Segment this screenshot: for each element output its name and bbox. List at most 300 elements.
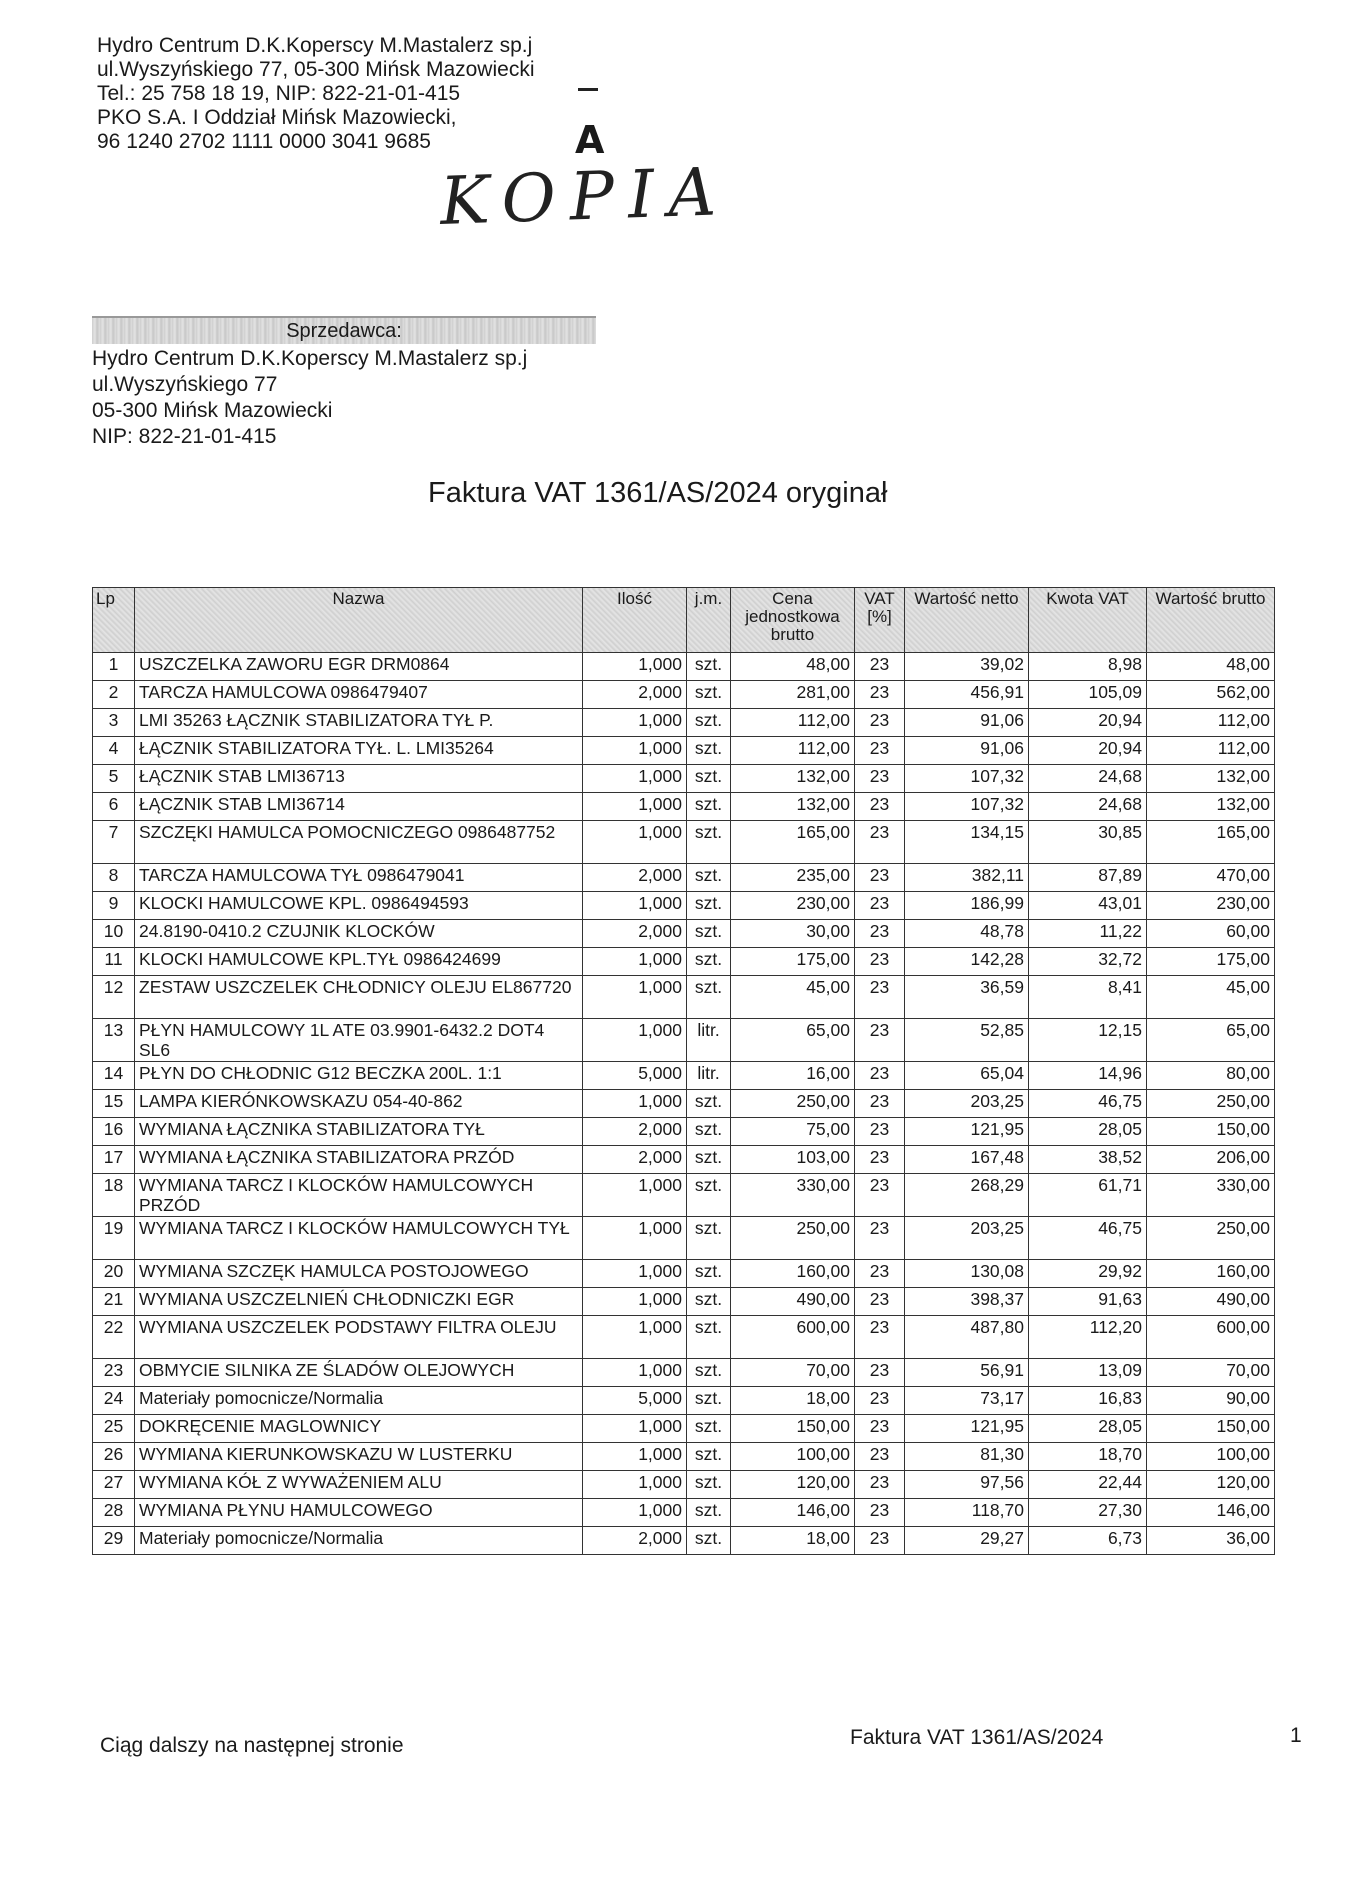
row-lp: 20: [93, 1260, 135, 1288]
row-vat-amount: 46,75: [1029, 1090, 1147, 1118]
row-unit: szt.: [687, 1527, 731, 1555]
row-vat-amount: 24,68: [1029, 793, 1147, 821]
row-price: 16,00: [731, 1062, 855, 1090]
row-price: 235,00: [731, 864, 855, 892]
row-lp: 23: [93, 1359, 135, 1387]
row-gross: 160,00: [1147, 1260, 1275, 1288]
row-price: 45,00: [731, 976, 855, 1019]
row-gross: 100,00: [1147, 1443, 1275, 1471]
col-gross: Wartość brutto: [1147, 588, 1275, 653]
row-vat: 23: [855, 1260, 905, 1288]
row-gross: 120,00: [1147, 1471, 1275, 1499]
row-lp: 4: [93, 737, 135, 765]
row-vat-amount: 16,83: [1029, 1387, 1147, 1415]
table-row: [93, 1288, 1275, 1316]
row-vat-amount: 11,22: [1029, 920, 1147, 948]
row-net: 36,59: [905, 976, 1029, 1019]
row-name: LAMPA KIERÓNKOWSKAZU 054-40-862: [135, 1090, 583, 1118]
issuer-header: [97, 34, 534, 154]
invoice-title: Faktura VAT 1361/AS/2024 oryginał: [428, 477, 888, 509]
row-unit: szt.: [687, 1387, 731, 1415]
row-net: 97,56: [905, 1471, 1029, 1499]
row-vat-amount: 28,05: [1029, 1118, 1147, 1146]
row-name: Materiały pomocnicze/Normalia: [135, 1527, 583, 1555]
row-qty: 1,000: [583, 1443, 687, 1471]
row-gross: 112,00: [1147, 737, 1275, 765]
row-name: Materiały pomocnicze/Normalia: [135, 1387, 583, 1415]
row-vat: 23: [855, 976, 905, 1019]
issuer-company: Hydro Centrum D.K.Koperscy M.Mastalerz sp.j: [97, 34, 533, 57]
row-name: USZCZELKA ZAWORU EGR DRM0864: [135, 653, 583, 681]
row-name: ŁĄCZNIK STAB LMI36713: [135, 765, 583, 793]
row-price: 600,00: [731, 1316, 855, 1359]
row-vat: 23: [855, 821, 905, 864]
col-net: Wartość netto: [905, 588, 1029, 653]
row-qty: 5,000: [583, 1387, 687, 1415]
row-gross: 600,00: [1147, 1316, 1275, 1359]
row-net: 121,95: [905, 1118, 1029, 1146]
col-lp: Lp: [93, 588, 135, 653]
table-row: [93, 1443, 1275, 1471]
row-name: PŁYN DO CHŁODNIC G12 BECZKA 200L. 1:1: [135, 1062, 583, 1090]
row-vat-amount: 61,71: [1029, 1174, 1147, 1217]
row-vat-amount: 105,09: [1029, 681, 1147, 709]
row-net: 91,06: [905, 737, 1029, 765]
row-unit: szt.: [687, 1146, 731, 1174]
table-row: [93, 976, 1275, 1019]
footer-doc-ref: Faktura VAT 1361/AS/2024: [850, 1726, 1104, 1749]
row-net: 107,32: [905, 765, 1029, 793]
table-row: [93, 737, 1275, 765]
row-unit: szt.: [687, 1118, 731, 1146]
row-lp: 13: [93, 1019, 135, 1062]
row-name: WYMIANA USZCZELNIEŃ CHŁODNICZKI EGR: [135, 1288, 583, 1316]
row-lp: 8: [93, 864, 135, 892]
row-unit: szt.: [687, 1443, 731, 1471]
table-row: [93, 821, 1275, 864]
row-vat-amount: 30,85: [1029, 821, 1147, 864]
row-qty: 1,000: [583, 653, 687, 681]
row-price: 250,00: [731, 1090, 855, 1118]
row-name: PŁYN HAMULCOWY 1L ATE 03.9901-6432.2 DOT4 SL6: [135, 1019, 583, 1062]
row-price: 65,00: [731, 1019, 855, 1062]
row-unit: szt.: [687, 1499, 731, 1527]
row-net: 81,30: [905, 1443, 1029, 1471]
row-vat: 23: [855, 1471, 905, 1499]
table-row: [93, 1499, 1275, 1527]
row-name: ŁĄCZNIK STAB LMI36714: [135, 793, 583, 821]
row-gross: 150,00: [1147, 1118, 1275, 1146]
row-qty: 1,000: [583, 793, 687, 821]
row-qty: 1,000: [583, 976, 687, 1019]
row-price: 132,00: [731, 765, 855, 793]
row-price: 490,00: [731, 1288, 855, 1316]
row-price: 18,00: [731, 1387, 855, 1415]
col-price: Cena jednostkowa brutto: [731, 588, 855, 653]
row-name: WYMIANA USZCZELEK PODSTAWY FILTRA OLEJU: [135, 1316, 583, 1359]
seller-label: Sprzedawca:: [92, 316, 596, 344]
row-net: 268,29: [905, 1174, 1029, 1217]
row-lp: 6: [93, 793, 135, 821]
table-row: [93, 948, 1275, 976]
row-vat-amount: 28,05: [1029, 1415, 1147, 1443]
row-vat-amount: 43,01: [1029, 892, 1147, 920]
row-price: 165,00: [731, 821, 855, 864]
row-vat: 23: [855, 1415, 905, 1443]
row-price: 175,00: [731, 948, 855, 976]
row-unit: szt.: [687, 1359, 731, 1387]
row-qty: 2,000: [583, 681, 687, 709]
row-vat-amount: 20,94: [1029, 709, 1147, 737]
row-unit: szt.: [687, 948, 731, 976]
row-name: ZESTAW USZCZELEK CHŁODNICY OLEJU EL867720: [135, 976, 583, 1019]
row-gross: 250,00: [1147, 1217, 1275, 1260]
row-unit: szt.: [687, 920, 731, 948]
row-vat: 23: [855, 709, 905, 737]
row-name: DOKRĘCENIE MAGLOWNICY: [135, 1415, 583, 1443]
table-row: [93, 1118, 1275, 1146]
row-unit: szt.: [687, 1174, 731, 1217]
row-net: 52,85: [905, 1019, 1029, 1062]
row-name: WYMIANA ŁĄCZNIKA STABILIZATORA PRZÓD: [135, 1146, 583, 1174]
row-gross: 90,00: [1147, 1387, 1275, 1415]
row-qty: 1,000: [583, 1415, 687, 1443]
row-net: 382,11: [905, 864, 1029, 892]
row-gross: 562,00: [1147, 681, 1275, 709]
row-lp: 18: [93, 1174, 135, 1217]
row-vat-amount: 27,30: [1029, 1499, 1147, 1527]
row-lp: 9: [93, 892, 135, 920]
table-row: [93, 653, 1275, 681]
row-vat-amount: 6,73: [1029, 1527, 1147, 1555]
row-unit: szt.: [687, 765, 731, 793]
row-net: 121,95: [905, 1415, 1029, 1443]
col-unit: j.m.: [687, 588, 731, 653]
table-row: [93, 1359, 1275, 1387]
row-name: LMI 35263 ŁĄCZNIK STABILIZATORA TYŁ P.: [135, 709, 583, 737]
row-vat-amount: 32,72: [1029, 948, 1147, 976]
row-net: 39,02: [905, 653, 1029, 681]
row-vat-amount: 24,68: [1029, 765, 1147, 793]
row-qty: 1,000: [583, 821, 687, 864]
row-gross: 36,00: [1147, 1527, 1275, 1555]
row-lp: 25: [93, 1415, 135, 1443]
row-name: WYMIANA PŁYNU HAMULCOWEGO: [135, 1499, 583, 1527]
row-price: 250,00: [731, 1217, 855, 1260]
row-lp: 26: [93, 1443, 135, 1471]
row-lp: 12: [93, 976, 135, 1019]
row-vat: 23: [855, 1499, 905, 1527]
row-unit: szt.: [687, 793, 731, 821]
row-vat: 23: [855, 1090, 905, 1118]
row-lp: 7: [93, 821, 135, 864]
row-qty: 2,000: [583, 1118, 687, 1146]
row-unit: szt.: [687, 1415, 731, 1443]
row-name: WYMIANA ŁĄCZNIKA STABILIZATORA TYŁ: [135, 1118, 583, 1146]
row-lp: 22: [93, 1316, 135, 1359]
row-price: 48,00: [731, 653, 855, 681]
row-net: 142,28: [905, 948, 1029, 976]
row-net: 65,04: [905, 1062, 1029, 1090]
row-qty: 1,000: [583, 1471, 687, 1499]
row-qty: 1,000: [583, 1090, 687, 1118]
row-vat-amount: 13,09: [1029, 1359, 1147, 1387]
row-price: 18,00: [731, 1527, 855, 1555]
row-lp: 5: [93, 765, 135, 793]
row-net: 203,25: [905, 1217, 1029, 1260]
row-gross: 65,00: [1147, 1019, 1275, 1062]
table-row: [93, 1260, 1275, 1288]
row-price: 230,00: [731, 892, 855, 920]
row-net: 398,37: [905, 1288, 1029, 1316]
row-vat-amount: 22,44: [1029, 1471, 1147, 1499]
seller-nip: NIP: 822-21-01-415: [92, 425, 277, 448]
row-price: 132,00: [731, 793, 855, 821]
row-unit: szt.: [687, 864, 731, 892]
row-gross: 165,00: [1147, 821, 1275, 864]
table-row: [93, 1217, 1275, 1260]
table-row: [93, 765, 1275, 793]
row-name: WYMIANA TARCZ I KLOCKÓW HAMULCOWYCH PRZÓD: [135, 1174, 583, 1217]
row-price: 30,00: [731, 920, 855, 948]
row-gross: 132,00: [1147, 793, 1275, 821]
row-vat: 23: [855, 653, 905, 681]
row-vat: 23: [855, 737, 905, 765]
row-price: 281,00: [731, 681, 855, 709]
seller-name: Hydro Centrum D.K.Koperscy M.Mastalerz sp.j: [92, 347, 528, 370]
row-name: SZCZĘKI HAMULCA POMOCNICZEGO 0986487752: [135, 821, 583, 864]
invoice-items-table: [92, 587, 1275, 1555]
row-net: 29,27: [905, 1527, 1029, 1555]
row-lp: 10: [93, 920, 135, 948]
row-lp: 11: [93, 948, 135, 976]
row-vat-amount: 20,94: [1029, 737, 1147, 765]
row-vat: 23: [855, 1062, 905, 1090]
table-row: [93, 1387, 1275, 1415]
row-unit: litr.: [687, 1019, 731, 1062]
row-vat-amount: 29,92: [1029, 1260, 1147, 1288]
row-net: 73,17: [905, 1387, 1029, 1415]
row-gross: 250,00: [1147, 1090, 1275, 1118]
row-name: WYMIANA TARCZ I KLOCKÓW HAMULCOWYCH TYŁ: [135, 1217, 583, 1260]
row-unit: szt.: [687, 681, 731, 709]
row-gross: 150,00: [1147, 1415, 1275, 1443]
row-gross: 146,00: [1147, 1499, 1275, 1527]
table-row: [93, 1062, 1275, 1090]
row-net: 487,80: [905, 1316, 1029, 1359]
row-gross: 470,00: [1147, 864, 1275, 892]
row-vat: 23: [855, 681, 905, 709]
row-vat-amount: 12,15: [1029, 1019, 1147, 1062]
row-name: TARCZA HAMULCOWA 0986479407: [135, 681, 583, 709]
table-row: [93, 1316, 1275, 1359]
row-vat: 23: [855, 1118, 905, 1146]
issuer-contact: Tel.: 25 758 18 19, NIP: 822-21-01-415: [97, 82, 461, 105]
row-name: WYMIANA KIERUNKOWSKAZU W LUSTERKU: [135, 1443, 583, 1471]
row-gross: 490,00: [1147, 1288, 1275, 1316]
row-vat: 23: [855, 920, 905, 948]
col-vat-amount: Kwota VAT: [1029, 588, 1147, 653]
row-lp: 1: [93, 653, 135, 681]
row-qty: 1,000: [583, 892, 687, 920]
row-price: 330,00: [731, 1174, 855, 1217]
row-net: 107,32: [905, 793, 1029, 821]
table-row: [93, 1527, 1275, 1555]
row-vat: 23: [855, 1387, 905, 1415]
row-unit: szt.: [687, 737, 731, 765]
row-net: 118,70: [905, 1499, 1029, 1527]
row-net: 456,91: [905, 681, 1029, 709]
row-gross: 80,00: [1147, 1062, 1275, 1090]
row-vat-amount: 18,70: [1029, 1443, 1147, 1471]
row-gross: 206,00: [1147, 1146, 1275, 1174]
table-row: [93, 1090, 1275, 1118]
page-number: 1: [1290, 1724, 1302, 1747]
continued-note: Ciąg dalszy na następnej stronie: [100, 1734, 404, 1757]
table-row: [93, 1146, 1275, 1174]
row-net: 48,78: [905, 920, 1029, 948]
handwritten-copy-note: KOPIA: [438, 152, 732, 241]
row-lp: 28: [93, 1499, 135, 1527]
row-gross: 60,00: [1147, 920, 1275, 948]
row-name: TARCZA HAMULCOWA TYŁ 0986479041: [135, 864, 583, 892]
issuer-bank: PKO S.A. I Oddział Mińsk Mazowiecki,: [97, 106, 457, 129]
row-vat: 23: [855, 1217, 905, 1260]
row-vat-amount: 14,96: [1029, 1062, 1147, 1090]
table-row: [93, 920, 1275, 948]
row-net: 56,91: [905, 1359, 1029, 1387]
table-row: [93, 892, 1275, 920]
row-unit: szt.: [687, 892, 731, 920]
row-unit: szt.: [687, 709, 731, 737]
seller-city: 05-300 Mińsk Mazowiecki: [92, 399, 333, 422]
seller-block: [92, 346, 527, 450]
table-row: [93, 1471, 1275, 1499]
row-name: KLOCKI HAMULCOWE KPL.TYŁ 0986424699: [135, 948, 583, 976]
table-row: [93, 793, 1275, 821]
table-row: [93, 709, 1275, 737]
row-qty: 2,000: [583, 1146, 687, 1174]
row-qty: 5,000: [583, 1062, 687, 1090]
row-price: 146,00: [731, 1499, 855, 1527]
row-gross: 132,00: [1147, 765, 1275, 793]
table-row: [93, 1174, 1275, 1217]
row-vat: 23: [855, 1443, 905, 1471]
row-price: 120,00: [731, 1471, 855, 1499]
row-qty: 1,000: [583, 948, 687, 976]
row-price: 70,00: [731, 1359, 855, 1387]
table-row: [93, 681, 1275, 709]
row-vat: 23: [855, 1316, 905, 1359]
row-vat: 23: [855, 864, 905, 892]
row-net: 134,15: [905, 821, 1029, 864]
row-gross: 112,00: [1147, 709, 1275, 737]
row-vat-amount: 46,75: [1029, 1217, 1147, 1260]
row-unit: szt.: [687, 1471, 731, 1499]
col-vat: VAT [%]: [855, 588, 905, 653]
row-qty: 1,000: [583, 1260, 687, 1288]
stamp-mark: [578, 88, 598, 91]
row-price: 112,00: [731, 709, 855, 737]
row-qty: 1,000: [583, 1217, 687, 1260]
row-lp: 21: [93, 1288, 135, 1316]
row-vat-amount: 91,63: [1029, 1288, 1147, 1316]
row-vat: 23: [855, 1288, 905, 1316]
row-qty: 1,000: [583, 1174, 687, 1217]
row-vat: 23: [855, 1359, 905, 1387]
row-price: 150,00: [731, 1415, 855, 1443]
row-lp: 27: [93, 1471, 135, 1499]
row-lp: 16: [93, 1118, 135, 1146]
row-unit: szt.: [687, 1288, 731, 1316]
row-lp: 19: [93, 1217, 135, 1260]
row-vat: 23: [855, 948, 905, 976]
row-net: 130,08: [905, 1260, 1029, 1288]
row-unit: szt.: [687, 821, 731, 864]
row-qty: 1,000: [583, 1359, 687, 1387]
row-price: 75,00: [731, 1118, 855, 1146]
row-net: 186,99: [905, 892, 1029, 920]
row-price: 103,00: [731, 1146, 855, 1174]
row-qty: 2,000: [583, 1527, 687, 1555]
row-lp: 24: [93, 1387, 135, 1415]
row-net: 203,25: [905, 1090, 1029, 1118]
seller-street: ul.Wyszyńskiego 77: [92, 373, 278, 396]
row-unit: szt.: [687, 653, 731, 681]
table-row: [93, 1415, 1275, 1443]
row-unit: szt.: [687, 1090, 731, 1118]
row-name: WYMIANA KÓŁ Z WYWAŻENIEM ALU: [135, 1471, 583, 1499]
row-vat: 23: [855, 1019, 905, 1062]
row-gross: 70,00: [1147, 1359, 1275, 1387]
row-lp: 17: [93, 1146, 135, 1174]
col-qty: Ilość: [583, 588, 687, 653]
row-unit: szt.: [687, 1217, 731, 1260]
table-body: [93, 653, 1275, 1555]
row-qty: 1,000: [583, 1316, 687, 1359]
row-gross: 48,00: [1147, 653, 1275, 681]
row-name: 24.8190-0410.2 CZUJNIK KLOCKÓW: [135, 920, 583, 948]
row-price: 100,00: [731, 1443, 855, 1471]
row-unit: szt.: [687, 1316, 731, 1359]
row-qty: 2,000: [583, 864, 687, 892]
row-lp: 15: [93, 1090, 135, 1118]
row-vat: 23: [855, 892, 905, 920]
row-vat-amount: 112,20: [1029, 1316, 1147, 1359]
row-vat: 23: [855, 793, 905, 821]
row-name: ŁĄCZNIK STABILIZATORA TYŁ. L. LMI35264: [135, 737, 583, 765]
row-name: OBMYCIE SILNIKA ZE ŚLADÓW OLEJOWYCH: [135, 1359, 583, 1387]
col-name: Nazwa: [135, 588, 583, 653]
row-qty: 2,000: [583, 920, 687, 948]
issuer-address: ul.Wyszyńskiego 77, 05-300 Mińsk Mazowiecki: [97, 58, 535, 81]
row-qty: 1,000: [583, 1499, 687, 1527]
row-vat-amount: 8,98: [1029, 653, 1147, 681]
row-net: 167,48: [905, 1146, 1029, 1174]
row-vat-amount: 38,52: [1029, 1146, 1147, 1174]
row-lp: 3: [93, 709, 135, 737]
row-gross: 45,00: [1147, 976, 1275, 1019]
row-gross: 175,00: [1147, 948, 1275, 976]
row-qty: 1,000: [583, 1019, 687, 1062]
row-lp: 29: [93, 1527, 135, 1555]
row-gross: 230,00: [1147, 892, 1275, 920]
row-lp: 2: [93, 681, 135, 709]
row-qty: 1,000: [583, 765, 687, 793]
row-vat: 23: [855, 1527, 905, 1555]
row-net: 91,06: [905, 709, 1029, 737]
row-vat: 23: [855, 1174, 905, 1217]
